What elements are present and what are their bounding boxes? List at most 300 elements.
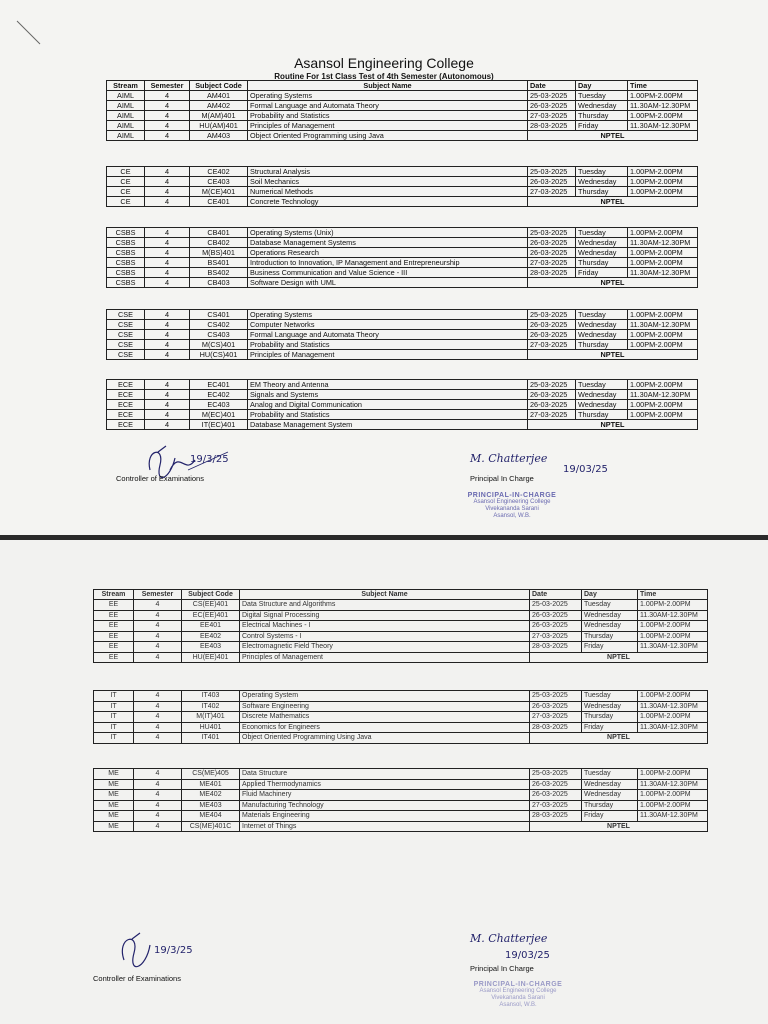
subject-name-cell: Introduction to Innovation, IP Management and Entrepreneurship <box>248 258 528 268</box>
day-cell: Wednesday <box>582 779 638 790</box>
subject-code-cell: CB401 <box>190 228 248 238</box>
subject-name-cell: Soil Mechanics <box>248 177 528 187</box>
column-header-name: Subject Name <box>240 590 530 600</box>
principal-stamp-2 <box>448 981 588 1009</box>
stream-cell: ME <box>94 821 134 832</box>
column-header-time: Time <box>638 590 708 600</box>
date-cell: 26-03-2025 <box>528 390 576 400</box>
semester-cell: 4 <box>145 131 190 141</box>
subject-name-cell: Formal Language and Automata Theory <box>248 101 528 111</box>
routine-table <box>93 768 708 832</box>
stream-cell: CE <box>107 177 145 187</box>
day-cell: Thursday <box>582 631 638 642</box>
day-cell: Wednesday <box>576 177 628 187</box>
subject-name-cell: Software Engineering <box>240 701 530 712</box>
routine-table <box>106 227 698 288</box>
subject-name-cell: Fluid Machinery <box>240 790 530 801</box>
principal-stamp <box>442 492 582 520</box>
semester-cell: 4 <box>134 800 182 811</box>
time-cell: 1.00PM-2.00PM <box>628 167 698 177</box>
stream-cell: AIML <box>107 101 145 111</box>
subject-code-cell: AM403 <box>190 131 248 141</box>
subject-code-cell: CE402 <box>190 167 248 177</box>
semester-cell: 4 <box>134 722 182 733</box>
routine-table <box>106 166 698 207</box>
subject-code-cell: CS401 <box>190 310 248 320</box>
day-cell: Wednesday <box>582 621 638 632</box>
column-header-code: Subject Code <box>182 590 240 600</box>
date-cell: 26-03-2025 <box>528 400 576 410</box>
table-row <box>94 811 708 822</box>
subject-name-cell: Principles of Management <box>248 121 528 131</box>
subject-name-cell: Data Structure <box>240 769 530 780</box>
subject-code-cell: CB403 <box>190 278 248 288</box>
stream-cell: ECE <box>107 390 145 400</box>
subject-code-cell: CS403 <box>190 330 248 340</box>
stream-cell: CSBS <box>107 258 145 268</box>
day-cell: Wednesday <box>576 238 628 248</box>
time-cell: 1.00PM-2.00PM <box>628 340 698 350</box>
subject-code-cell: EC403 <box>190 400 248 410</box>
subject-code-cell: HU(CS)401 <box>190 350 248 360</box>
subject-code-cell: EE403 <box>182 642 240 653</box>
subject-name-cell: Operating Systems <box>248 91 528 101</box>
table-row <box>107 278 698 288</box>
subject-code-cell: EE402 <box>182 631 240 642</box>
routine-title: Routine For 1st Class Test of 4th Semester (Autonomous) <box>274 72 494 81</box>
subject-name-cell: Probability and Statistics <box>248 111 528 121</box>
semester-cell: 4 <box>145 101 190 111</box>
subject-code-cell: AM401 <box>190 91 248 101</box>
principal-signature-2-name: M. Chatterjee <box>470 932 548 945</box>
stream-cell: ECE <box>107 420 145 430</box>
stream-cell: CSBS <box>107 278 145 288</box>
subject-name-cell: Electrical Machines - I <box>240 621 530 632</box>
subject-code-cell: CS(ME)401C <box>182 821 240 832</box>
day-cell: Tuesday <box>582 691 638 702</box>
subject-code-cell: IT(EC)401 <box>190 420 248 430</box>
stamp-line-1: Asansol Engineering College <box>473 499 551 505</box>
nptel-cell: NPTEL <box>530 821 708 832</box>
subject-code-cell: CE401 <box>190 197 248 207</box>
table-row <box>107 310 698 320</box>
date-cell: 25-03-2025 <box>528 310 576 320</box>
day-cell: Wednesday <box>576 400 628 410</box>
time-cell: 1.00PM-2.00PM <box>628 380 698 390</box>
stream-cell: EE <box>94 610 134 621</box>
stamp-title: PRINCIPAL-IN-CHARGE <box>467 492 557 499</box>
subject-name-cell: Operations Research <box>248 248 528 258</box>
stamp-2-line-1: Asansol Engineering College <box>479 988 557 994</box>
table-row <box>94 652 708 663</box>
semester-cell: 4 <box>134 600 182 611</box>
stream-cell: AIML <box>107 121 145 131</box>
table-row <box>107 121 698 131</box>
day-cell: Wednesday <box>576 390 628 400</box>
day-cell: Friday <box>576 268 628 278</box>
column-header-time: Time <box>628 81 698 91</box>
time-cell: 1.00PM-2.00PM <box>638 712 708 723</box>
subject-code-cell: EC402 <box>190 390 248 400</box>
stream-cell: CSE <box>107 340 145 350</box>
college-title: Asansol Engineering College <box>294 55 474 71</box>
semester-cell: 4 <box>145 187 190 197</box>
stream-cell: EE <box>94 600 134 611</box>
semester-cell: 4 <box>134 631 182 642</box>
time-cell: 1.00PM-2.00PM <box>628 187 698 197</box>
controller-label-2: Controller of Examinations <box>93 974 181 983</box>
routine-table <box>93 690 708 744</box>
semester-cell: 4 <box>134 733 182 744</box>
stream-cell: CSE <box>107 350 145 360</box>
stream-cell: CE <box>107 197 145 207</box>
day-cell: Wednesday <box>576 248 628 258</box>
column-header-day: Day <box>576 81 628 91</box>
stream-cell: CSE <box>107 330 145 340</box>
subject-name-cell: Internet of Things <box>240 821 530 832</box>
table-row <box>107 330 698 340</box>
time-cell: 1.00PM-2.00PM <box>638 800 708 811</box>
subject-name-cell: Signals and Systems <box>248 390 528 400</box>
table-row <box>94 701 708 712</box>
date-cell: 28-03-2025 <box>530 642 582 653</box>
time-cell: 1.00PM-2.00PM <box>638 621 708 632</box>
semester-cell: 4 <box>145 258 190 268</box>
subject-name-cell: Analog and Digital Communication <box>248 400 528 410</box>
subject-code-cell: HU(EE)401 <box>182 652 240 663</box>
table-row <box>107 91 698 101</box>
date-cell: 26-03-2025 <box>530 610 582 621</box>
routine-table <box>106 379 698 430</box>
semester-cell: 4 <box>134 621 182 632</box>
table-row <box>94 790 708 801</box>
date-cell: 25-03-2025 <box>528 228 576 238</box>
subject-code-cell: EE401 <box>182 621 240 632</box>
subject-name-cell: Software Design with UML <box>248 278 528 288</box>
table-row <box>94 610 708 621</box>
date-cell: 26-03-2025 <box>528 101 576 111</box>
principal-signature-name: M. Chatterjee <box>470 452 548 465</box>
table-row <box>94 712 708 723</box>
subject-code-cell: CS(EE)401 <box>182 600 240 611</box>
table-row <box>94 779 708 790</box>
table-row <box>107 197 698 207</box>
subject-name-cell: Probability and Statistics <box>248 410 528 420</box>
time-cell: 11.30AM-12.30PM <box>628 101 698 111</box>
time-cell: 1.00PM-2.00PM <box>638 691 708 702</box>
time-cell: 1.00PM-2.00PM <box>628 228 698 238</box>
date-cell: 28-03-2025 <box>530 811 582 822</box>
principal-signature-2 <box>465 928 585 964</box>
time-cell: 11.30AM-12.30PM <box>628 320 698 330</box>
table-row <box>94 821 708 832</box>
semester-cell: 4 <box>145 310 190 320</box>
table-row <box>94 642 708 653</box>
stream-cell: AIML <box>107 111 145 121</box>
table-row <box>107 111 698 121</box>
subject-name-cell: Principles of Management <box>248 350 528 360</box>
subject-name-cell: Principles of Management <box>240 652 530 663</box>
semester-cell: 4 <box>145 380 190 390</box>
day-cell: Thursday <box>576 258 628 268</box>
date-cell: 27-03-2025 <box>528 111 576 121</box>
column-header-semester: Semester <box>145 81 190 91</box>
table-row <box>94 631 708 642</box>
subject-name-cell: Digital Signal Processing <box>240 610 530 621</box>
day-cell: Tuesday <box>582 600 638 611</box>
day-cell: Tuesday <box>576 228 628 238</box>
table-row <box>94 722 708 733</box>
day-cell: Thursday <box>576 187 628 197</box>
subject-code-cell: M(AM)401 <box>190 111 248 121</box>
stamp-2-title: PRINCIPAL-IN-CHARGE <box>473 981 563 988</box>
subject-name-cell: Concrete Technology <box>248 197 528 207</box>
time-cell: 11.30AM-12.30PM <box>628 238 698 248</box>
table-row <box>107 248 698 258</box>
column-header-stream: Stream <box>94 590 134 600</box>
subject-code-cell: AM402 <box>190 101 248 111</box>
day-cell: Wednesday <box>582 701 638 712</box>
stream-cell: EE <box>94 621 134 632</box>
table-row <box>107 167 698 177</box>
nptel-cell: NPTEL <box>528 350 698 360</box>
stream-cell: IT <box>94 733 134 744</box>
subject-name-cell: Discrete Mathematics <box>240 712 530 723</box>
day-cell: Tuesday <box>576 310 628 320</box>
day-cell: Thursday <box>582 712 638 723</box>
date-cell: 25-03-2025 <box>528 91 576 101</box>
semester-cell: 4 <box>145 238 190 248</box>
stream-cell: ECE <box>107 380 145 390</box>
semester-cell: 4 <box>145 121 190 131</box>
time-cell: 1.00PM-2.00PM <box>628 248 698 258</box>
time-cell: 1.00PM-2.00PM <box>628 400 698 410</box>
table-row <box>107 228 698 238</box>
table-row <box>107 380 698 390</box>
date-cell: 25-03-2025 <box>528 380 576 390</box>
subject-code-cell: BS401 <box>190 258 248 268</box>
principal-signature <box>465 444 635 476</box>
table-row <box>107 177 698 187</box>
subject-name-cell: Data Structure and Algorithms <box>240 600 530 611</box>
subject-code-cell: M(EC)401 <box>190 410 248 420</box>
subject-code-cell: CS402 <box>190 320 248 330</box>
table-row <box>107 410 698 420</box>
stamp-2-line-3: Asansol, W.B. <box>499 1002 537 1008</box>
subject-name-cell: Computer Networks <box>248 320 528 330</box>
day-cell: Wednesday <box>576 330 628 340</box>
subject-code-cell: BS402 <box>190 268 248 278</box>
controller-signature-2 <box>112 925 207 975</box>
nptel-cell: NPTEL <box>528 420 698 430</box>
subject-code-cell: IT401 <box>182 733 240 744</box>
stream-cell: AIML <box>107 131 145 141</box>
stream-cell: ECE <box>107 400 145 410</box>
stamp-line-2: Vivekananda Sarani <box>485 506 539 512</box>
stamp-line-3: Asansol, W.B. <box>493 513 531 519</box>
column-header-code: Subject Code <box>190 81 248 91</box>
date-cell: 25-03-2025 <box>530 769 582 780</box>
time-cell: 1.00PM-2.00PM <box>638 790 708 801</box>
stream-cell: EE <box>94 652 134 663</box>
subject-code-cell: CB402 <box>190 238 248 248</box>
day-cell: Friday <box>582 642 638 653</box>
stream-cell: CSBS <box>107 248 145 258</box>
semester-cell: 4 <box>145 340 190 350</box>
subject-name-cell: Electromagnetic Field Theory <box>240 642 530 653</box>
table-row <box>94 621 708 632</box>
subject-code-cell: IT402 <box>182 701 240 712</box>
subject-name-cell: Operating Systems (Unix) <box>248 228 528 238</box>
stream-cell: ME <box>94 800 134 811</box>
semester-cell: 4 <box>145 167 190 177</box>
day-cell: Tuesday <box>582 769 638 780</box>
date-cell: 26-03-2025 <box>530 621 582 632</box>
subject-code-cell: M(IT)401 <box>182 712 240 723</box>
table-row <box>94 691 708 702</box>
time-cell: 11.30AM-12.30PM <box>638 779 708 790</box>
date-cell: 27-03-2025 <box>528 340 576 350</box>
table-row <box>107 400 698 410</box>
stream-cell: CE <box>107 187 145 197</box>
subject-code-cell: IT403 <box>182 691 240 702</box>
table-header-row <box>107 81 698 91</box>
subject-code-cell: ME402 <box>182 790 240 801</box>
routine-page-2 <box>0 540 768 1024</box>
table-row <box>107 390 698 400</box>
time-cell: 1.00PM-2.00PM <box>628 111 698 121</box>
semester-cell: 4 <box>134 790 182 801</box>
subject-code-cell: M(BS)401 <box>190 248 248 258</box>
date-cell: 26-03-2025 <box>528 177 576 187</box>
table-row <box>94 733 708 744</box>
crease-mark <box>14 18 44 48</box>
date-cell: 27-03-2025 <box>528 410 576 420</box>
subject-name-cell: Manufacturing Technology <box>240 800 530 811</box>
principal-signature-date: 19/03/25 <box>563 464 608 475</box>
table-row <box>94 769 708 780</box>
subject-code-cell: EC401 <box>190 380 248 390</box>
column-header-stream: Stream <box>107 81 145 91</box>
semester-cell: 4 <box>145 278 190 288</box>
day-cell: Thursday <box>576 410 628 420</box>
nptel-cell: NPTEL <box>530 652 708 663</box>
date-cell: 26-03-2025 <box>528 238 576 248</box>
semester-cell: 4 <box>145 268 190 278</box>
subject-code-cell: ME404 <box>182 811 240 822</box>
principal-signature-2-date: 19/03/25 <box>505 950 550 961</box>
routine-table <box>106 80 698 141</box>
subject-name-cell: Database Management System <box>248 420 528 430</box>
table-row <box>107 350 698 360</box>
day-cell: Wednesday <box>582 610 638 621</box>
subject-name-cell: Operating Systems <box>248 310 528 320</box>
subject-name-cell: Applied Thermodynamics <box>240 779 530 790</box>
semester-cell: 4 <box>145 390 190 400</box>
day-cell: Thursday <box>576 340 628 350</box>
subject-code-cell: M(CE)401 <box>190 187 248 197</box>
time-cell: 1.00PM-2.00PM <box>628 330 698 340</box>
column-header-semester: Semester <box>134 590 182 600</box>
stream-cell: EE <box>94 642 134 653</box>
day-cell: Friday <box>582 811 638 822</box>
time-cell: 1.00PM-2.00PM <box>628 410 698 420</box>
subject-name-cell: Probability and Statistics <box>248 340 528 350</box>
subject-name-cell: Operating System <box>240 691 530 702</box>
controller-label: Controller of Examinations <box>116 474 204 483</box>
date-cell: 27-03-2025 <box>528 187 576 197</box>
controller-signature-date: 19/3/25 <box>190 454 229 465</box>
stream-cell: IT <box>94 722 134 733</box>
routine-table <box>93 589 708 663</box>
stamp-2-line-2: Vivekananda Sarani <box>491 995 545 1001</box>
date-cell: 26-03-2025 <box>528 248 576 258</box>
time-cell: 1.00PM-2.00PM <box>638 631 708 642</box>
subject-name-cell: Database Management Systems <box>248 238 528 248</box>
stream-cell: CSE <box>107 320 145 330</box>
table-row <box>107 101 698 111</box>
date-cell: 27-03-2025 <box>530 712 582 723</box>
semester-cell: 4 <box>145 248 190 258</box>
table-row <box>107 268 698 278</box>
time-cell: 11.30AM-12.30PM <box>628 390 698 400</box>
controller-signature-2-date: 19/3/25 <box>154 945 193 956</box>
semester-cell: 4 <box>145 197 190 207</box>
date-cell: 26-03-2025 <box>528 330 576 340</box>
nptel-cell: NPTEL <box>528 131 698 141</box>
column-header-day: Day <box>582 590 638 600</box>
table-row <box>107 131 698 141</box>
subject-name-cell: Numerical Methods <box>248 187 528 197</box>
time-cell: 11.30AM-12.30PM <box>638 642 708 653</box>
table-header-row <box>94 590 708 600</box>
stream-cell: ME <box>94 769 134 780</box>
semester-cell: 4 <box>134 701 182 712</box>
semester-cell: 4 <box>145 111 190 121</box>
table-row <box>107 340 698 350</box>
semester-cell: 4 <box>145 350 190 360</box>
day-cell: Thursday <box>582 800 638 811</box>
routine-table <box>106 309 698 360</box>
semester-cell: 4 <box>145 228 190 238</box>
time-cell: 1.00PM-2.00PM <box>628 258 698 268</box>
stream-cell: ME <box>94 779 134 790</box>
stream-cell: IT <box>94 701 134 712</box>
semester-cell: 4 <box>145 400 190 410</box>
date-cell: 27-03-2025 <box>528 258 576 268</box>
date-cell: 26-03-2025 <box>530 790 582 801</box>
day-cell: Wednesday <box>576 101 628 111</box>
semester-cell: 4 <box>134 712 182 723</box>
time-cell: 1.00PM-2.00PM <box>638 769 708 780</box>
date-cell: 26-03-2025 <box>528 320 576 330</box>
date-cell: 27-03-2025 <box>530 800 582 811</box>
column-header-name: Subject Name <box>248 81 528 91</box>
stream-cell: ME <box>94 811 134 822</box>
time-cell: 11.30AM-12.30PM <box>638 722 708 733</box>
table-row <box>94 600 708 611</box>
table-row <box>107 420 698 430</box>
stream-cell: CSBS <box>107 268 145 278</box>
time-cell: 11.30AM-12.30PM <box>628 121 698 131</box>
principal-label-2: Principal In Charge <box>470 964 534 973</box>
subject-name-cell: Structural Analysis <box>248 167 528 177</box>
subject-name-cell: Economics for Engineers <box>240 722 530 733</box>
time-cell: 11.30AM-12.30PM <box>638 701 708 712</box>
date-cell: 26-03-2025 <box>530 779 582 790</box>
nptel-cell: NPTEL <box>528 278 698 288</box>
semester-cell: 4 <box>145 420 190 430</box>
